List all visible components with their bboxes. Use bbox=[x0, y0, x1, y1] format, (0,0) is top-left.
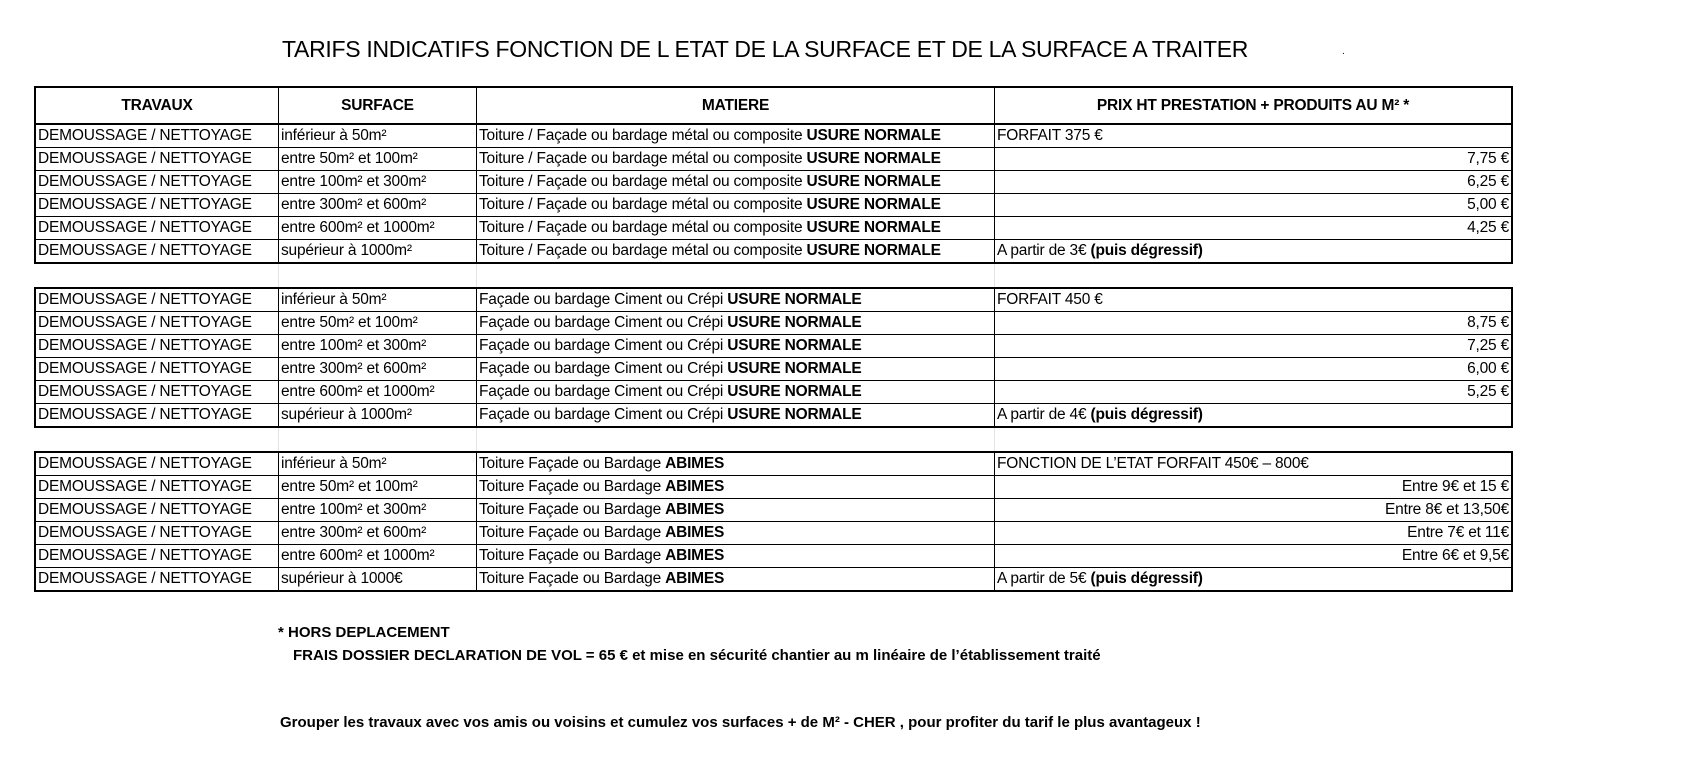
matiere-text: Façade ou bardage Ciment ou Crépi bbox=[479, 291, 728, 308]
cell-surface: entre 600m² et 1000m² bbox=[279, 545, 477, 568]
note-grouper: Grouper les travaux avec vos amis ou voisins et cumulez vos surfaces + de M² - CHER , pour profiter du tarif le plus avantageux ! bbox=[280, 714, 1201, 731]
cell-surface: inférieur à 50m² bbox=[279, 288, 477, 312]
matiere-condition: USURE NORMALE bbox=[727, 406, 862, 423]
price-degressif: (puis dégressif) bbox=[1090, 570, 1203, 587]
cell-surface: entre 50m² et 100m² bbox=[279, 476, 477, 499]
spacer-cell bbox=[995, 427, 1513, 452]
price-prefix: A partir de 3€ bbox=[997, 242, 1091, 259]
table-row bbox=[35, 148, 1512, 171]
cell-matiere bbox=[477, 522, 995, 545]
table-row bbox=[35, 499, 1512, 522]
cell-prix: 8,75 € bbox=[995, 312, 1513, 335]
cell-matiere bbox=[477, 124, 995, 148]
matiere-condition: USURE NORMALE bbox=[806, 150, 941, 167]
cell-surface: entre 50m² et 100m² bbox=[279, 148, 477, 171]
cell-prix: Entre 8€ et 13,50€ bbox=[995, 499, 1513, 522]
matiere-text: Façade ou bardage Ciment ou Crépi bbox=[479, 360, 728, 377]
cell-matiere bbox=[477, 335, 995, 358]
matiere-condition: ABIMES bbox=[665, 478, 725, 495]
header-prix: PRIX HT PRESTATION + PRODUITS AU M² * bbox=[995, 87, 1513, 124]
table-row bbox=[35, 240, 1512, 264]
cell-travaux: DEMOUSSAGE / NETTOYAGE bbox=[35, 499, 279, 522]
cell-matiere bbox=[477, 217, 995, 240]
cell-prix: 5,00 € bbox=[995, 194, 1513, 217]
group-spacer-row bbox=[35, 263, 1512, 288]
matiere-text: Toiture Façade ou Bardage bbox=[479, 501, 666, 518]
table-row bbox=[35, 522, 1512, 545]
cell-matiere bbox=[477, 499, 995, 522]
table-row bbox=[35, 124, 1512, 148]
price-degressif: (puis dégressif) bbox=[1090, 242, 1203, 259]
cell-surface: entre 100m² et 300m² bbox=[279, 499, 477, 522]
cell-travaux: DEMOUSSAGE / NETTOYAGE bbox=[35, 335, 279, 358]
table-row bbox=[35, 194, 1512, 217]
matiere-condition: ABIMES bbox=[665, 501, 725, 518]
cell-travaux: DEMOUSSAGE / NETTOYAGE bbox=[35, 545, 279, 568]
table-row bbox=[35, 568, 1512, 592]
note-hors-deplacement: * HORS DEPLACEMENT bbox=[278, 624, 450, 641]
matiere-condition: USURE NORMALE bbox=[806, 242, 941, 259]
table-row bbox=[35, 404, 1512, 428]
matiere-condition: ABIMES bbox=[665, 524, 725, 541]
cell-prix: 5,25 € bbox=[995, 381, 1513, 404]
spacer-cell bbox=[35, 427, 279, 452]
matiere-text: Toiture / Façade ou bardage métal ou composite bbox=[479, 219, 807, 236]
matiere-condition: USURE NORMALE bbox=[727, 291, 862, 308]
matiere-text: Toiture Façade ou Bardage bbox=[479, 570, 666, 587]
matiere-condition: USURE NORMALE bbox=[727, 360, 862, 377]
cell-surface: entre 100m² et 300m² bbox=[279, 335, 477, 358]
spacer-cell bbox=[477, 263, 995, 288]
table-row bbox=[35, 476, 1512, 499]
matiere-text: Façade ou bardage Ciment ou Crépi bbox=[479, 314, 728, 331]
price-degressif: (puis dégressif) bbox=[1090, 406, 1203, 423]
matiere-condition: USURE NORMALE bbox=[727, 314, 862, 331]
matiere-text: Toiture Façade ou Bardage bbox=[479, 547, 666, 564]
cell-prix bbox=[995, 240, 1513, 264]
cell-surface: entre 300m² et 600m² bbox=[279, 194, 477, 217]
matiere-text: Toiture Façade ou Bardage bbox=[479, 455, 666, 472]
cell-travaux: DEMOUSSAGE / NETTOYAGE bbox=[35, 381, 279, 404]
cell-prix bbox=[995, 568, 1513, 592]
cell-travaux: DEMOUSSAGE / NETTOYAGE bbox=[35, 568, 279, 592]
cell-prix bbox=[995, 404, 1513, 428]
cell-matiere bbox=[477, 312, 995, 335]
cell-surface: entre 600m² et 1000m² bbox=[279, 217, 477, 240]
spacer-cell bbox=[35, 263, 279, 288]
table-row bbox=[35, 381, 1512, 404]
cell-prix: Entre 6€ et 9,5€ bbox=[995, 545, 1513, 568]
header-matiere: MATIERE bbox=[477, 87, 995, 124]
table-row bbox=[35, 545, 1512, 568]
cell-surface: entre 600m² et 1000m² bbox=[279, 381, 477, 404]
matiere-condition: USURE NORMALE bbox=[806, 196, 941, 213]
cell-surface: supérieur à 1000m² bbox=[279, 404, 477, 428]
cell-prix: Entre 9€ et 15 € bbox=[995, 476, 1513, 499]
cell-surface: inférieur à 50m² bbox=[279, 124, 477, 148]
cell-travaux: DEMOUSSAGE / NETTOYAGE bbox=[35, 452, 279, 476]
cell-travaux: DEMOUSSAGE / NETTOYAGE bbox=[35, 148, 279, 171]
matiere-condition: USURE NORMALE bbox=[727, 383, 862, 400]
matiere-text: Toiture / Façade ou bardage métal ou composite bbox=[479, 127, 807, 144]
stray-dot: . bbox=[1342, 46, 1345, 57]
spacer-cell bbox=[477, 427, 995, 452]
cell-matiere bbox=[477, 545, 995, 568]
cell-matiere bbox=[477, 568, 995, 592]
cell-surface: entre 100m² et 300m² bbox=[279, 171, 477, 194]
matiere-text: Façade ou bardage Ciment ou Crépi bbox=[479, 337, 728, 354]
cell-surface: entre 50m² et 100m² bbox=[279, 312, 477, 335]
price-prefix: A partir de 5€ bbox=[997, 570, 1091, 587]
cell-surface: entre 300m² et 600m² bbox=[279, 522, 477, 545]
matiere-text: Façade ou bardage Ciment ou Crépi bbox=[479, 406, 728, 423]
tariff-table bbox=[34, 86, 1513, 592]
cell-surface: supérieur à 1000m² bbox=[279, 240, 477, 264]
cell-prix: 4,25 € bbox=[995, 217, 1513, 240]
cell-travaux: DEMOUSSAGE / NETTOYAGE bbox=[35, 171, 279, 194]
note-frais-dossier: FRAIS DOSSIER DECLARATION DE VOL = 65 € et mise en sécurité chantier au m linéaire de l’établissement traité bbox=[293, 647, 1101, 664]
matiere-condition: USURE NORMALE bbox=[806, 127, 941, 144]
matiere-condition: ABIMES bbox=[665, 455, 725, 472]
cell-matiere bbox=[477, 288, 995, 312]
table-row bbox=[35, 312, 1512, 335]
matiere-condition: USURE NORMALE bbox=[806, 173, 941, 190]
cell-prix: FONCTION DE L’ETAT FORFAIT 450€ – 800€ bbox=[995, 452, 1513, 476]
table-row bbox=[35, 335, 1512, 358]
cell-travaux: DEMOUSSAGE / NETTOYAGE bbox=[35, 522, 279, 545]
group-spacer-row bbox=[35, 427, 1512, 452]
matiere-condition: ABIMES bbox=[665, 570, 725, 587]
cell-travaux: DEMOUSSAGE / NETTOYAGE bbox=[35, 240, 279, 264]
cell-prix: Entre 7€ et 11€ bbox=[995, 522, 1513, 545]
cell-travaux: DEMOUSSAGE / NETTOYAGE bbox=[35, 288, 279, 312]
matiere-condition: USURE NORMALE bbox=[806, 219, 941, 236]
table-row bbox=[35, 217, 1512, 240]
cell-travaux: DEMOUSSAGE / NETTOYAGE bbox=[35, 358, 279, 381]
matiere-text: Toiture / Façade ou bardage métal ou composite bbox=[479, 242, 807, 259]
cell-matiere bbox=[477, 148, 995, 171]
matiere-text: Toiture Façade ou Bardage bbox=[479, 524, 666, 541]
table-row bbox=[35, 358, 1512, 381]
cell-matiere bbox=[477, 194, 995, 217]
table-row bbox=[35, 452, 1512, 476]
header-surface: SURFACE bbox=[279, 87, 477, 124]
cell-surface: entre 300m² et 600m² bbox=[279, 358, 477, 381]
cell-prix: FORFAIT 450 € bbox=[995, 288, 1513, 312]
matiere-condition: USURE NORMALE bbox=[727, 337, 862, 354]
spacer-cell bbox=[279, 427, 477, 452]
cell-prix: 7,75 € bbox=[995, 148, 1513, 171]
cell-surface: supérieur à 1000€ bbox=[279, 568, 477, 592]
matiere-text: Toiture / Façade ou bardage métal ou composite bbox=[479, 173, 807, 190]
cell-surface: inférieur à 50m² bbox=[279, 452, 477, 476]
cell-matiere bbox=[477, 404, 995, 428]
tariff-body bbox=[35, 124, 1512, 591]
spacer-cell bbox=[279, 263, 477, 288]
page-title: TARIFS INDICATIFS FONCTION DE L ETAT DE LA SURFACE ET DE LA SURFACE A TRAITER bbox=[282, 36, 1249, 62]
cell-prix: FORFAIT 375 € bbox=[995, 124, 1513, 148]
cell-travaux: DEMOUSSAGE / NETTOYAGE bbox=[35, 217, 279, 240]
cell-travaux: DEMOUSSAGE / NETTOYAGE bbox=[35, 404, 279, 428]
cell-matiere bbox=[477, 358, 995, 381]
header-travaux: TRAVAUX bbox=[35, 87, 279, 124]
matiere-text: Façade ou bardage Ciment ou Crépi bbox=[479, 383, 728, 400]
table-row bbox=[35, 288, 1512, 312]
matiere-text: Toiture Façade ou Bardage bbox=[479, 478, 666, 495]
cell-matiere bbox=[477, 476, 995, 499]
cell-matiere bbox=[477, 240, 995, 264]
cell-prix: 6,25 € bbox=[995, 171, 1513, 194]
spacer-cell bbox=[995, 263, 1513, 288]
cell-travaux: DEMOUSSAGE / NETTOYAGE bbox=[35, 124, 279, 148]
header-row bbox=[35, 87, 1512, 124]
cell-prix: 7,25 € bbox=[995, 335, 1513, 358]
cell-travaux: DEMOUSSAGE / NETTOYAGE bbox=[35, 476, 279, 499]
cell-matiere bbox=[477, 452, 995, 476]
matiere-text: Toiture / Façade ou bardage métal ou composite bbox=[479, 196, 807, 213]
table-row bbox=[35, 171, 1512, 194]
matiere-condition: ABIMES bbox=[665, 547, 725, 564]
cell-matiere bbox=[477, 381, 995, 404]
price-prefix: A partir de 4€ bbox=[997, 406, 1091, 423]
cell-travaux: DEMOUSSAGE / NETTOYAGE bbox=[35, 312, 279, 335]
cell-prix: 6,00 € bbox=[995, 358, 1513, 381]
cell-matiere bbox=[477, 171, 995, 194]
matiere-text: Toiture / Façade ou bardage métal ou composite bbox=[479, 150, 807, 167]
cell-travaux: DEMOUSSAGE / NETTOYAGE bbox=[35, 194, 279, 217]
